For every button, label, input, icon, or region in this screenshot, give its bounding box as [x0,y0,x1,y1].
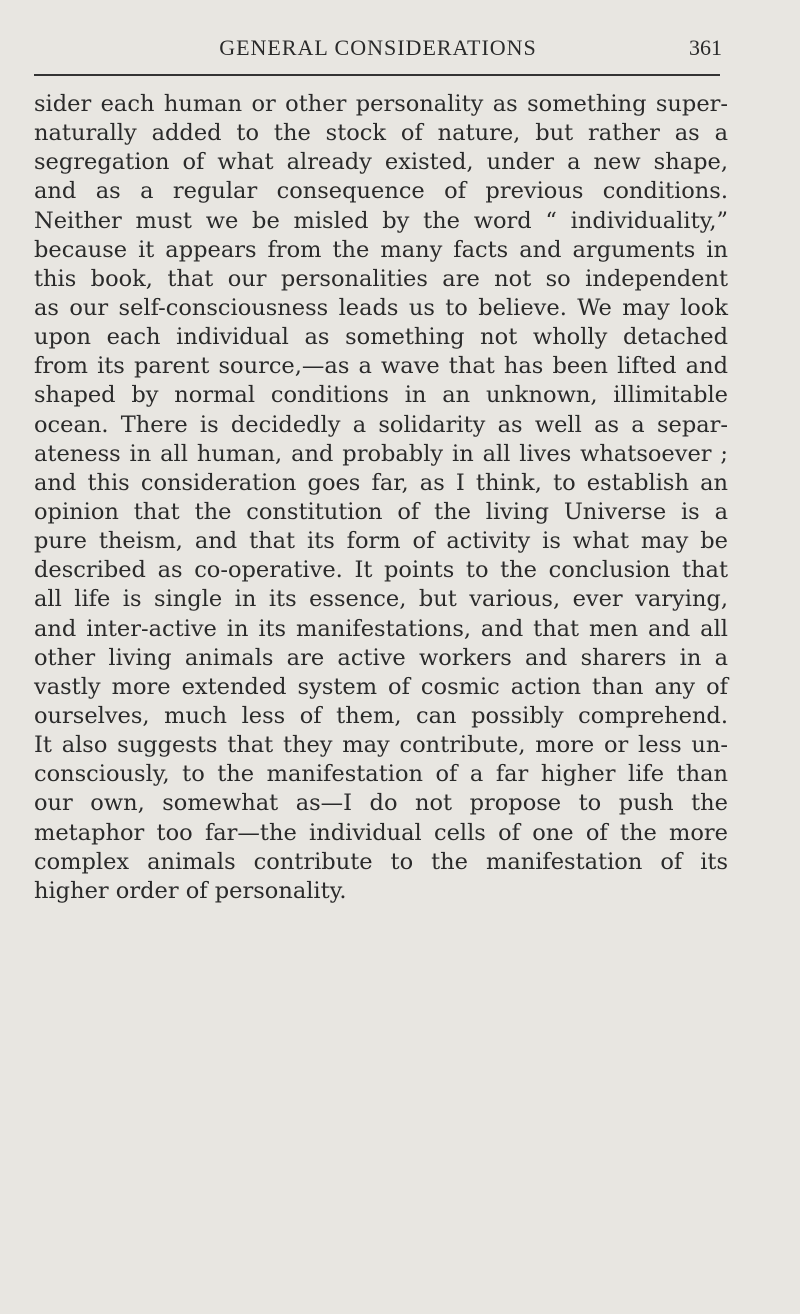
text-line: ourselves, much less of them, can possibly comprehend. [34,702,728,729]
running-head [34,34,722,68]
text-line: described as co-operative. It points to the conclusion that [34,557,728,584]
text-line: from its parent source,—as a wave that has been lifted and [34,353,728,380]
text-line: vastly more extended system of cosmic action than any of [34,673,728,700]
text-line: ocean. There is decidedly a solidarity as well as a separ- [34,411,728,438]
running-title: GENERAL CONSIDERATIONS [219,35,537,60]
text-line: segregation of what already existed, under a new shape, [34,149,728,176]
text-line: opinion that the constitution of the living Universe is a [34,498,728,525]
text-line: because it appears from the many facts and arguments in [34,236,728,263]
header-rule [34,74,720,76]
text-line: Neither must we be misled by the word “ individuality,” [34,207,728,234]
text-line: and this consideration goes far, as I think, to establish an [34,469,728,496]
text-line: all life is single in its essence, but various, ever varying, [34,586,728,613]
text-line: and inter-active in its manifestations, and that men and all [34,615,728,642]
text-line: and as a regular consequence of previous conditions. [34,178,728,205]
body-text [34,90,728,906]
text-line: pure theism, and that its form of activity is what may be [34,528,728,555]
text-line-last: higher order of personality. [34,877,347,904]
text-line: ateness in all human, and probably in all lives whatsoever ; [34,440,728,467]
text-line: other living animals are active workers and sharers in a [34,644,728,671]
text-line: complex animals contribute to the manifestation of its [34,848,728,875]
text-line: It also suggests that they may contribute, more or less un- [34,732,728,759]
text-line: this book, that our personalities are not so independent [34,265,728,292]
text-line: shaped by normal conditions in an unknown, illimitable [34,382,728,409]
text-line: consciously, to the manifestation of a far higher life than [34,761,728,788]
text-line: our own, somewhat as—I do not propose to push the [34,790,728,817]
text-line: upon each individual as something not wholly detached [34,324,728,351]
text-line: sider each human or other personality as something super- [34,91,728,117]
text-line: as our self-consciousness leads us to believe. We may look [34,294,728,321]
text-line: metaphor too far—the individual cells of one of the more [34,819,728,846]
text-line: naturally added to the stock of nature, but rather as a [34,120,728,147]
page-number: 361 [689,35,722,60]
